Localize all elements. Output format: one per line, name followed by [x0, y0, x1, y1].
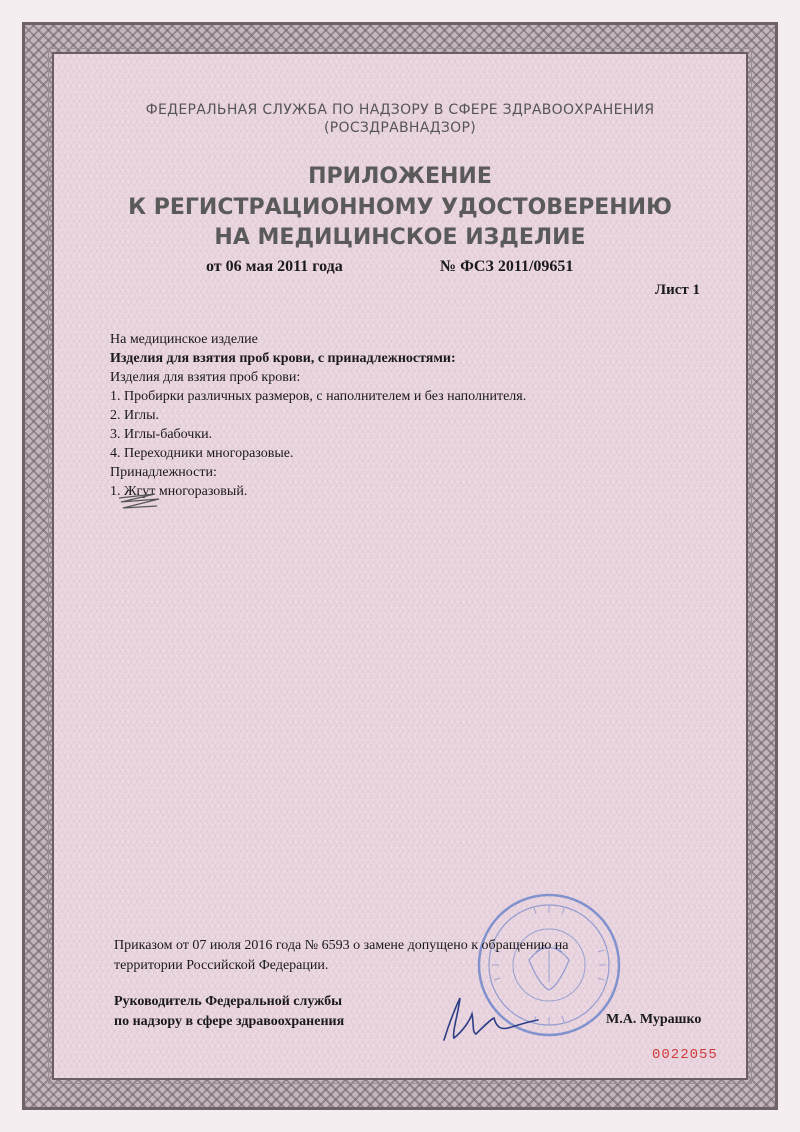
product-description — [110, 330, 526, 501]
items-heading: Изделия для взятия проб крови: — [110, 370, 301, 385]
sheet-number: Лист 1 — [654, 282, 700, 298]
serial-number: 0022055 — [652, 1047, 718, 1063]
registration-number: № ФСЗ 2011/09651 — [440, 258, 574, 275]
document-subtitle-1: К РЕГИСТРАЦИОННОМУ УДОСТОВЕРЕНИЮ — [128, 195, 672, 220]
document-title: ПРИЛОЖЕНИЕ — [308, 164, 492, 189]
order-line-1: Приказом от 07 июля 2016 года № 6593 о замене допущено к обращению на — [114, 938, 569, 953]
end-of-list-mark — [115, 490, 165, 514]
order-statement — [114, 936, 569, 976]
list-item: 1. Жгут многоразовый. — [110, 484, 248, 499]
agency-name: ФЕДЕРАЛЬНАЯ СЛУЖБА ПО НАДЗОРУ В СФЕРЕ ЗДРАВООХРАНЕНИЯ — [145, 102, 655, 118]
signer-position-line-1: Руководитель Федеральной службы — [114, 994, 343, 1009]
handwritten-signature — [430, 990, 550, 1050]
accessories-heading: Принадлежности: — [110, 465, 217, 480]
product-name: Изделия для взятия проб крови, с принадлежностями: — [110, 351, 456, 366]
list-item: 4. Переходники многоразовые. — [110, 446, 294, 461]
list-item: 1. Пробирки различных размеров, с наполнителем и без наполнителя. — [110, 389, 527, 404]
agency-abbreviation: (РОСЗДРАВНАДЗОР) — [324, 120, 476, 136]
intro-line: На медицинское изделие — [110, 332, 258, 347]
document-subtitle-2: НА МЕДИЦИНСКОЕ ИЗДЕЛИЕ — [214, 225, 586, 250]
issue-date: от 06 мая 2011 года — [206, 258, 343, 275]
signer-position-line-2: по надзору в сфере здравоохранения — [114, 1014, 345, 1029]
signer-name: М.А. Мурашко — [606, 1012, 702, 1027]
list-item: 3. Иглы-бабочки. — [110, 427, 213, 442]
order-line-2: территории Российской Федерации. — [114, 958, 329, 973]
list-item: 2. Иглы. — [110, 408, 160, 423]
signer-position — [114, 992, 344, 1032]
